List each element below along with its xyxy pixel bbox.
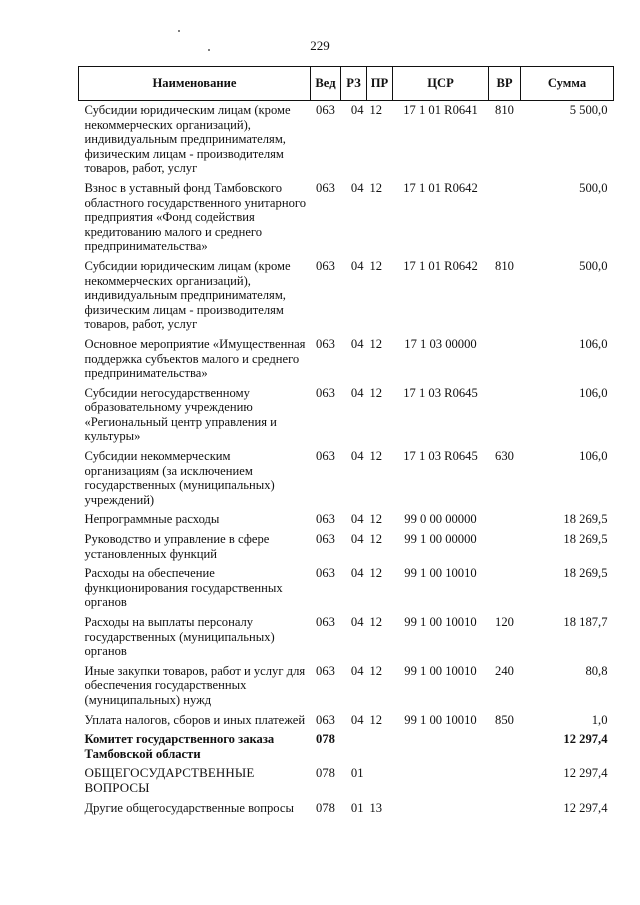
header-rz: РЗ: [341, 67, 367, 101]
cell-rz: 04: [350, 712, 364, 727]
cell-pr: 12: [369, 258, 383, 273]
cell-rz: 04: [350, 258, 364, 273]
cell-rz: 04: [350, 336, 364, 351]
table-header-row: [79, 67, 614, 101]
cell-ved: 063: [316, 103, 335, 117]
table-row: [79, 101, 614, 179]
cell-csr: 99 1 00 00000: [404, 532, 477, 547]
header-csr: ЦСР: [393, 67, 489, 101]
cell-vr: [489, 764, 521, 798]
cell-csr: 99 1 00 10010: [404, 712, 477, 727]
cell-name: Комитет государственного заказа Тамбовской области: [84, 732, 275, 761]
cell-ved: 063: [316, 385, 335, 400]
cell-pr: 12: [369, 615, 383, 629]
cell-rz: 04: [350, 180, 364, 195]
cell-vr: 120: [495, 615, 514, 629]
cell-pr: 12: [369, 336, 383, 351]
table-row: [79, 564, 614, 613]
table-row: [79, 335, 614, 384]
cell-sum: 500,0: [579, 180, 608, 195]
cell-vr: 810: [495, 103, 514, 117]
header-name: Наименование: [79, 67, 311, 101]
cell-sum: 12 297,4: [563, 732, 608, 747]
cell-csr: 17 1 03 R0645: [403, 449, 478, 464]
cell-pr: 12: [369, 103, 383, 117]
cell-name: ОБЩЕГОСУДАРСТВЕННЫЕ ВОПРОСЫ: [84, 765, 255, 795]
table-row: [79, 179, 614, 257]
cell-csr: 99 1 00 10010: [404, 615, 477, 629]
cell-name: Субсидии некоммерческим организациям (за исключением государственных (муниципальных) учреждений): [84, 449, 275, 507]
cell-sum: 18 269,5: [563, 512, 608, 527]
cell-vr: [489, 335, 521, 384]
cell-ved: 063: [316, 512, 335, 527]
cell-name: Расходы на выплаты персоналу государственных (муниципальных) органов: [84, 615, 275, 659]
cell-vr: 630: [495, 449, 514, 464]
cell-sum: 106,0: [579, 385, 608, 400]
cell-csr: 17 1 01 R0641: [403, 103, 478, 117]
cell-vr: [489, 510, 521, 530]
cell-rz: 01: [350, 800, 364, 815]
cell-name: Субсидии негосударственному образовательному учреждению «Региональный центр управления и культуры»: [84, 385, 277, 444]
table-row: [79, 257, 614, 335]
cell-rz: 04: [350, 566, 364, 581]
cell-sum: 1,0: [591, 712, 608, 727]
cell-ved: 063: [316, 258, 335, 273]
cell-rz: [341, 730, 367, 764]
cell-csr: [393, 764, 489, 798]
table-row: [79, 447, 614, 510]
cell-name: Расходы на обеспечение функционирования государственных органов: [84, 566, 283, 610]
cell-csr: 99 1 00 10010: [404, 663, 477, 678]
cell-ved: 078: [316, 732, 335, 747]
cell-rz: 04: [350, 512, 364, 527]
cell-sum: 18 269,5: [563, 566, 608, 581]
cell-name: Другие общегосударственные вопросы: [84, 800, 294, 815]
cell-csr: 17 1 03 00000: [404, 336, 477, 351]
cell-sum: 106,0: [579, 336, 608, 351]
cell-sum: 18 187,7: [563, 615, 608, 629]
cell-csr: 17 1 03 R0645: [403, 385, 478, 400]
cell-rz: 04: [350, 532, 364, 547]
table-row: [79, 613, 614, 662]
cell-sum: 12 297,4: [563, 800, 608, 815]
cell-vr: [489, 530, 521, 564]
cell-vr: 240: [495, 663, 514, 678]
cell-pr: 12: [369, 180, 383, 195]
cell-vr: 810: [495, 258, 514, 273]
cell-name: Иные закупки товаров, работ и услуг для обеспечения государственных (муниципальных) нужд: [84, 663, 306, 707]
cell-ved: 063: [316, 566, 335, 581]
cell-name: Взнос в уставный фонд Тамбовского областного государственного унитарного предприятия «Фонд содействия кредитованию малого и среднего предпринимательства»: [84, 180, 307, 254]
cell-vr: [489, 730, 521, 764]
cell-pr: 12: [369, 566, 383, 581]
cell-pr: [367, 730, 393, 764]
table-body: [79, 101, 614, 819]
scan-speck: [178, 30, 180, 32]
cell-rz: 04: [350, 385, 364, 400]
cell-pr: 12: [369, 532, 383, 547]
cell-ved: 078: [316, 766, 335, 781]
cell-pr: 12: [369, 449, 383, 464]
table-row: [79, 384, 614, 447]
cell-ved: 063: [316, 615, 335, 629]
cell-csr: 17 1 01 R0642: [403, 258, 478, 273]
cell-name: Субсидии юридическим лицам (кроме некоммерческих организаций), индивидуальным предпринимателям, физическим лицам - производителям товаров, работ, услуг: [84, 103, 291, 176]
cell-vr: 850: [495, 712, 514, 727]
cell-sum: 500,0: [579, 258, 608, 273]
cell-vr: [489, 799, 521, 819]
cell-name: Субсидии юридическим лицам (кроме некоммерческих организаций), индивидуальным предпринимателям, физическим лицам - производителям товаров, работ, услуг: [84, 258, 291, 332]
cell-ved: 078: [316, 800, 335, 815]
cell-pr: 12: [369, 385, 383, 400]
table-row: [79, 799, 614, 819]
cell-pr: 12: [369, 663, 383, 678]
cell-vr: [489, 384, 521, 447]
cell-rz: 01: [350, 766, 364, 781]
header-vr: ВР: [489, 67, 521, 101]
cell-csr: 17 1 01 R0642: [403, 180, 478, 195]
cell-csr: 99 0 00 00000: [404, 512, 477, 527]
cell-name: Основное мероприятие «Имущественная поддержка субъектов малого и среднего предпринимательства»: [84, 336, 306, 381]
cell-pr: [367, 764, 393, 798]
cell-rz: 04: [350, 449, 364, 464]
cell-sum: 5 500,0: [569, 103, 608, 117]
table-row: [79, 530, 614, 564]
cell-csr: [393, 730, 489, 764]
cell-name: Уплата налогов, сборов и иных платежей: [84, 712, 306, 727]
cell-rz: 04: [350, 103, 364, 117]
cell-pr: 12: [369, 712, 383, 727]
page-number: 229: [310, 38, 330, 53]
cell-vr: [489, 179, 521, 257]
cell-pr: 12: [369, 512, 383, 527]
budget-table: [78, 66, 614, 818]
table-row: [79, 730, 614, 764]
cell-csr: [393, 799, 489, 819]
table-row: [79, 662, 614, 711]
header-pr: ПР: [367, 67, 393, 101]
cell-sum: 106,0: [579, 449, 608, 464]
cell-rz: 04: [350, 663, 364, 678]
cell-ved: 063: [316, 712, 335, 727]
header-ved: Вед: [311, 67, 341, 101]
cell-vr: [489, 564, 521, 613]
cell-ved: 063: [316, 449, 335, 464]
cell-sum: 18 269,5: [563, 532, 608, 547]
cell-ved: 063: [316, 532, 335, 547]
cell-name: Непрограммные расходы: [84, 512, 220, 527]
table-row: [79, 510, 614, 530]
table-row: [79, 711, 614, 731]
table-row: [79, 764, 614, 798]
cell-sum: 12 297,4: [563, 766, 608, 781]
cell-csr: 99 1 00 10010: [404, 566, 477, 581]
header-sum: Сумма: [521, 67, 614, 101]
cell-rz: 04: [350, 615, 364, 629]
cell-name: Руководство и управление в сфере установленных функций: [84, 532, 270, 561]
cell-ved: 063: [316, 336, 335, 351]
cell-ved: 063: [316, 180, 335, 195]
cell-ved: 063: [316, 663, 335, 678]
cell-pr: 13: [369, 800, 383, 815]
cell-sum: 80,8: [585, 663, 608, 678]
